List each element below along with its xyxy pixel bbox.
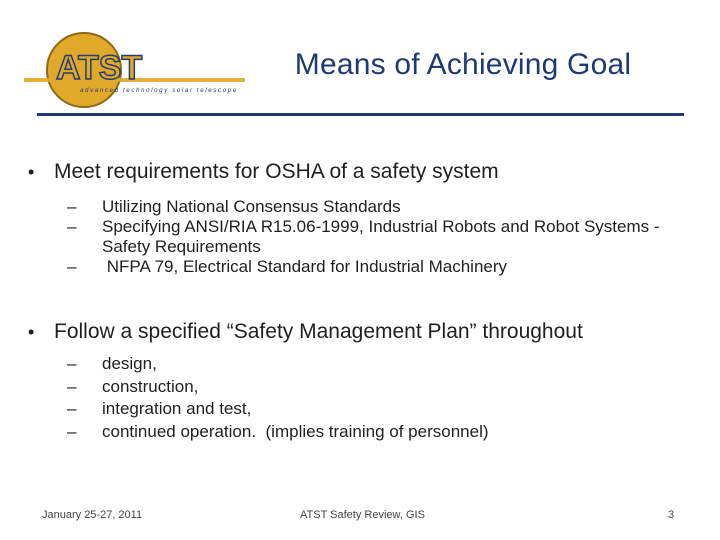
atst-logo: [20, 26, 250, 110]
dash-glyph: –: [67, 257, 77, 276]
bullet-2: [28, 320, 583, 344]
dash-glyph: –: [67, 217, 77, 236]
logo-subtitle: advanced technology solar telescope: [80, 87, 238, 94]
logo-text: ATST: [56, 49, 143, 87]
bullet-1-sublist: [67, 197, 667, 277]
bullet-1-text: Meet requirements for OSHA of a safety system: [54, 160, 499, 183]
bullet-glyph: •: [28, 322, 35, 342]
list-item: [67, 398, 667, 421]
sub-item-text: construction,: [102, 376, 199, 396]
list-item: [67, 257, 667, 277]
list-item: [67, 353, 667, 376]
sub-item-text: design,: [102, 354, 157, 373]
sub-item-text: Utilizing National Consensus Standards: [102, 197, 401, 216]
dash-glyph: –: [67, 197, 77, 216]
atst-logo-graphic: [20, 26, 250, 110]
bullet-2-text: Follow a specified “Safety Management Plan” throughout: [54, 320, 583, 343]
slide-title: Means of Achieving Goal: [294, 48, 632, 81]
bullet-1: [28, 160, 499, 184]
bullet-glyph: •: [28, 162, 35, 182]
dash-glyph: –: [67, 421, 77, 441]
footer-date: January 25-27, 2011: [42, 509, 143, 521]
dash-glyph: –: [67, 376, 77, 396]
dash-glyph: –: [67, 354, 77, 373]
list-item: [67, 421, 667, 444]
title-divider: [37, 113, 684, 116]
list-item: [67, 217, 667, 257]
list-item: [67, 376, 667, 399]
page-number: 3: [668, 509, 675, 521]
sub-item-text: Specifying ANSI/RIA R15.06-1999, Industrial Robots and Robot Systems - Safety Requirements: [102, 217, 660, 256]
sub-item-text: integration and test,: [102, 399, 252, 418]
footer-event: ATST Safety Review, GIS: [300, 509, 425, 521]
bullet-2-sublist: [67, 353, 667, 443]
sub-item-text: continued operation. (implies training of personnel): [102, 421, 489, 441]
sub-item-text: NFPA 79, Electrical Standard for Industrial Machinery: [102, 257, 508, 276]
list-item: [67, 197, 667, 217]
dash-glyph: –: [67, 399, 77, 418]
